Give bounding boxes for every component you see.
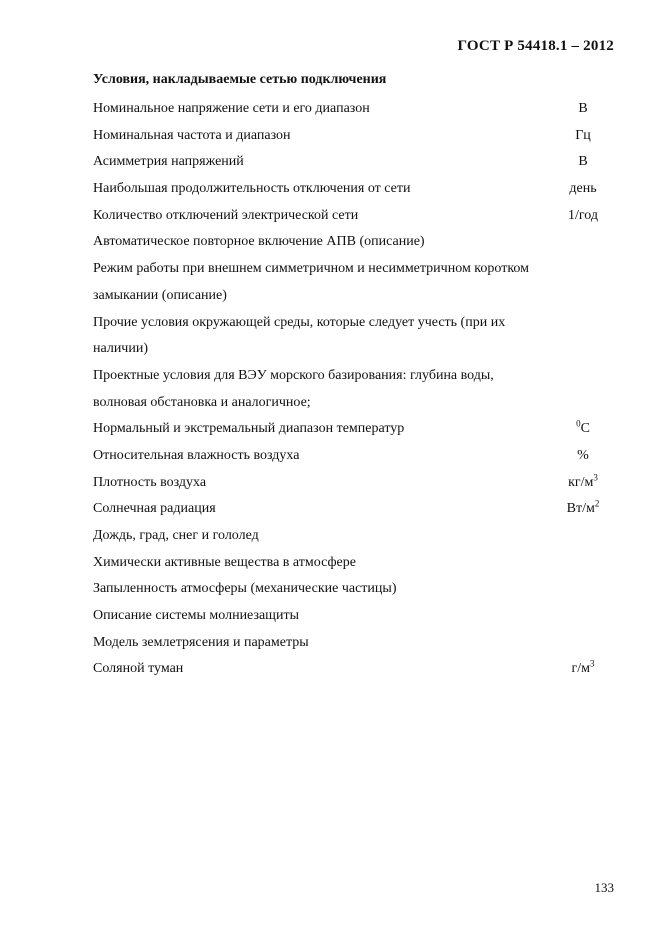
parameter-row: [93, 656, 613, 683]
parameter-row: [93, 443, 613, 470]
parameter-label: Автоматическое повторное включение АПВ (описание): [93, 234, 425, 250]
parameter-row: [93, 576, 613, 603]
parameter-label: Количество отключений электрической сети: [93, 207, 359, 223]
parameter-label: наличии): [93, 341, 148, 357]
parameter-label: Проектные условия для ВЭУ морского базирования: глубина воды,: [93, 367, 494, 383]
unit-superscript: 3: [593, 471, 598, 482]
parameter-row: [93, 416, 613, 443]
parameter-unit: [553, 123, 613, 150]
parameter-unit: [553, 656, 613, 683]
parameter-label: волновая обстановка и аналогичное;: [93, 394, 311, 410]
parameter-label: замыкании (описание): [93, 287, 227, 303]
parameter-unit: [553, 496, 613, 523]
parameter-row: [93, 550, 613, 577]
parameter-row: [93, 523, 613, 550]
parameter-list: [93, 96, 613, 683]
unit-text: В: [578, 101, 588, 116]
parameter-row: [93, 149, 613, 176]
unit-superscript: 0: [576, 418, 581, 429]
parameter-row: [93, 603, 613, 630]
page-number: 133: [594, 880, 614, 895]
parameter-unit: [553, 149, 613, 176]
parameter-unit: [553, 416, 613, 443]
unit-superscript: 2: [594, 498, 600, 509]
parameter-label: Относительная влажность воздуха: [93, 447, 300, 463]
parameter-unit: [553, 176, 613, 203]
unit-text: %: [577, 447, 589, 463]
parameter-label: Номинальная частота и диапазон: [93, 127, 291, 143]
parameter-label: Асимметрия напряжений: [93, 154, 244, 170]
unit-text: Вт/м: [566, 501, 595, 517]
parameter-label: Плотность воздуха: [93, 474, 207, 490]
parameter-unit: [553, 470, 613, 497]
parameter-row: [93, 283, 613, 310]
parameter-label: Описание системы молниезащиты: [93, 608, 299, 624]
parameter-row: [93, 336, 613, 363]
parameter-unit: [553, 203, 613, 230]
unit-text: Гц: [575, 127, 591, 143]
parameter-label: Наибольшая продолжительность отключения от сети: [93, 181, 411, 197]
parameter-unit: [553, 96, 613, 123]
unit-text: C: [580, 421, 590, 437]
parameter-label: Соляной туман: [93, 661, 184, 677]
parameter-row: [93, 229, 613, 256]
parameter-label: Химически активные вещества в атмосфере: [93, 554, 356, 570]
parameter-label: Запыленность атмосферы (механические частицы): [93, 581, 397, 597]
parameter-row: [93, 363, 613, 390]
unit-text: 1/год: [567, 207, 598, 223]
parameter-row: [93, 123, 613, 150]
parameter-row: [93, 176, 613, 203]
parameter-label: Нормальный и экстремальный диапазон температур: [93, 421, 405, 437]
parameter-unit: [553, 443, 613, 470]
document-header: ГОСТ Р 54418.1 – 2012: [457, 38, 614, 54]
unit-text: кг/м: [568, 474, 594, 490]
parameter-row: [93, 203, 613, 230]
unit-text: день: [569, 181, 597, 197]
parameter-row: [93, 630, 613, 657]
parameter-row: [93, 496, 613, 523]
parameter-label: Дождь, град, снег и гололед: [93, 528, 259, 543]
parameter-row: [93, 310, 613, 337]
section-title: Условия, накладываемые сетью подключения: [93, 72, 387, 87]
parameter-label: Солнечная радиация: [93, 501, 216, 517]
parameter-label: Номинальное напряжение сети и его диапазон: [93, 101, 370, 116]
parameter-row: [93, 390, 613, 417]
parameter-label: Режим работы при внешнем симметричном и несимметричном коротком: [93, 261, 530, 277]
unit-text: г/м: [571, 661, 590, 677]
parameter-label: Модель землетрясения и параметры: [93, 634, 309, 650]
unit-text: В: [578, 154, 588, 170]
parameter-label: Прочие условия окружающей среды, которые следует учесть (при их: [93, 314, 506, 330]
parameter-row: [93, 96, 613, 123]
unit-superscript: 3: [590, 658, 595, 669]
parameter-row: [93, 256, 613, 283]
parameter-row: [93, 470, 613, 497]
